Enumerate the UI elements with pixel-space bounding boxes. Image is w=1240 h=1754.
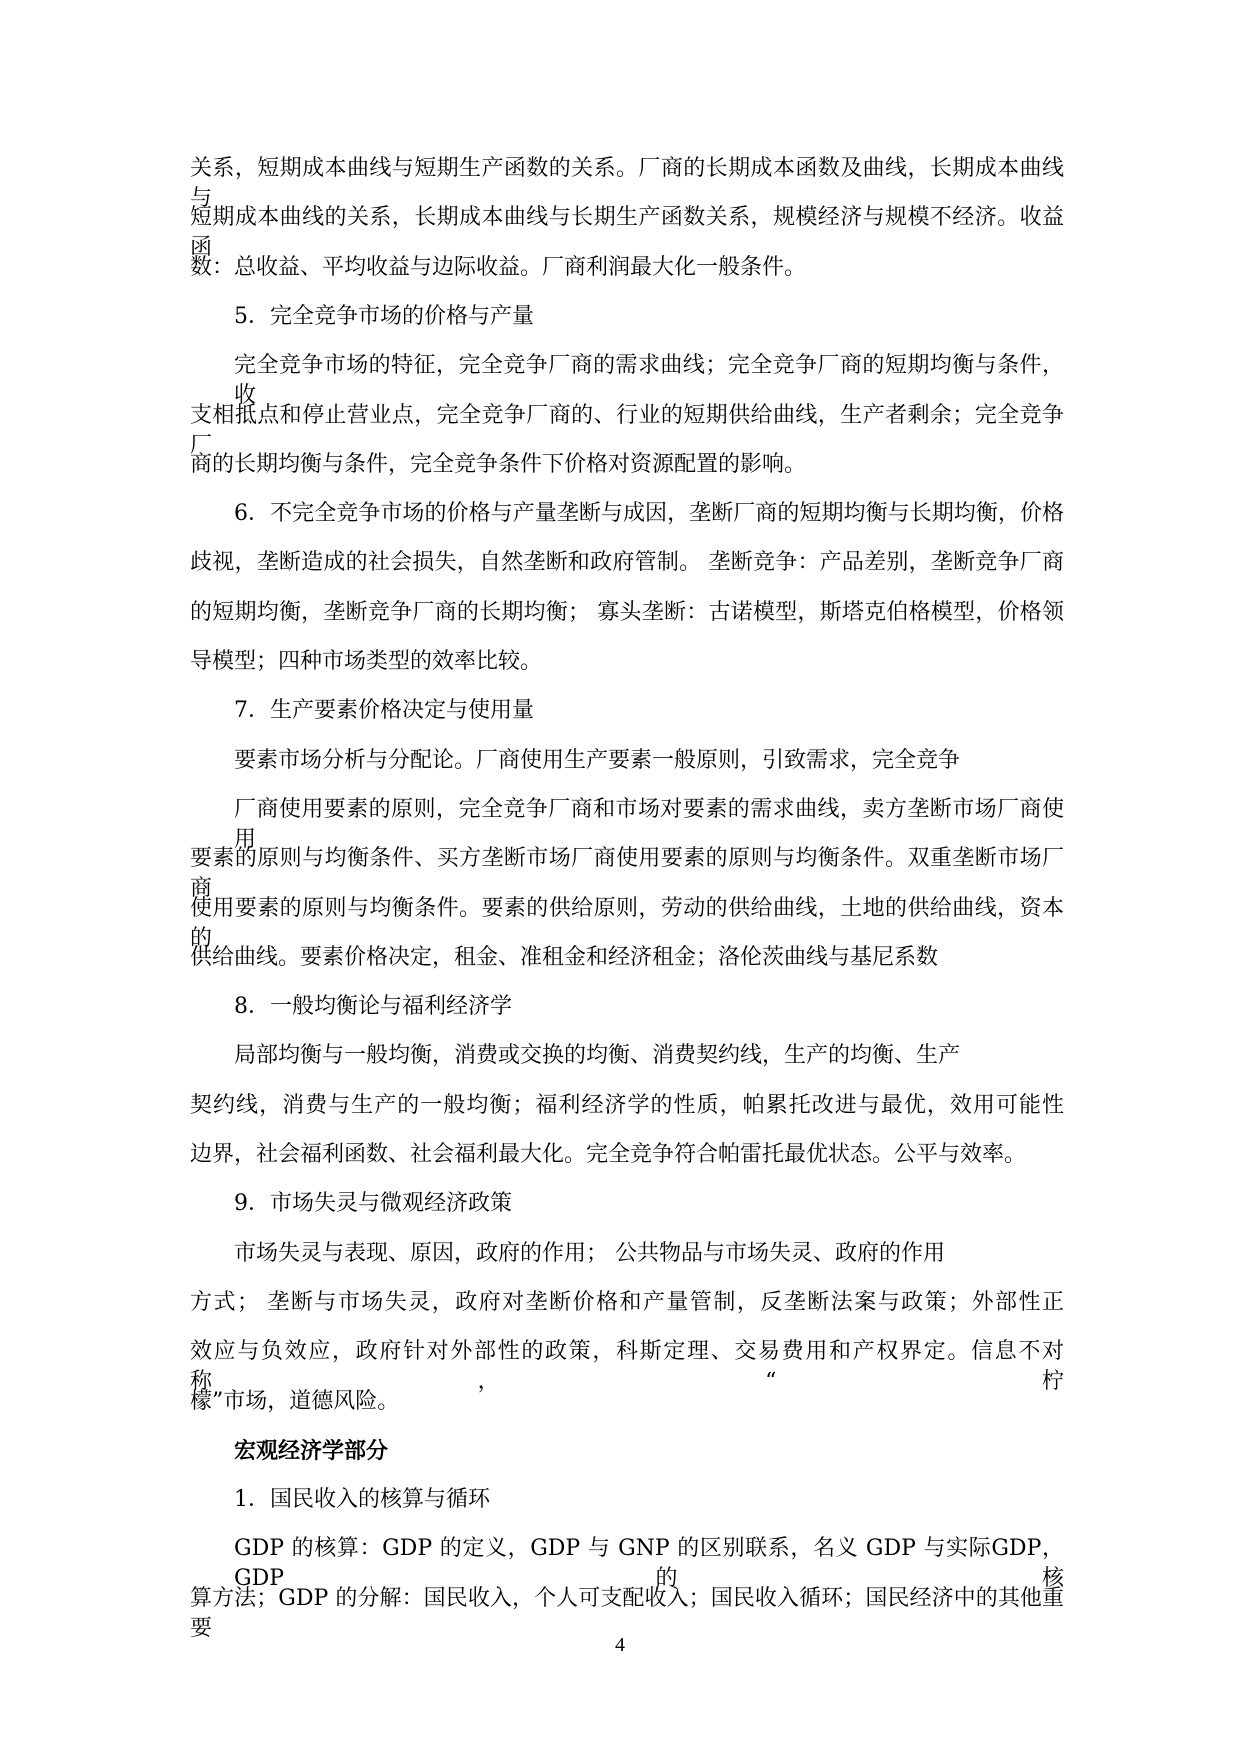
section-heading: 7．生产要素价格决定与使用量 [234, 698, 534, 724]
text-line: 厂商使用要素的原则，完全竞争厂商和市场对要素的需求曲线，卖方垄断市场厂商使用 [234, 796, 1064, 852]
text-line: 使用要素的原则与均衡条件。要素的供给原则，劳动的供给曲线，土地的供给曲线，资本的 [190, 895, 1064, 951]
text-line: 契约线，消费与生产的一般均衡；福利经济学的性质，帕累托改进与最优，效用可能性 [190, 1092, 1064, 1118]
text-line: 供给曲线。要素价格决定，租金、准租金和经济租金；洛伦茨曲线与基尼系数 [190, 944, 939, 970]
text-line: 关系，短期成本曲线与短期生产函数的关系。厂商的长期成本函数及曲线，长期成本曲线与 [190, 156, 1064, 211]
part-heading: 宏观经济学部分 [234, 1437, 389, 1464]
section-heading: 9．市场失灵与微观经济政策 [234, 1191, 512, 1217]
text-line: 要素市场分析与分配论。厂商使用生产要素一般原则，引致需求，完全竞争 [234, 747, 961, 773]
text-line: 短期成本曲线的关系，长期成本曲线与长期生产函数关系，规模经济与规模不经济。收益函 [190, 205, 1064, 261]
text-line: 歧视，垄断造成的社会损失，自然垄断和政府管制。 垄断竞争：产品差别，垄断竞争厂商 [190, 550, 1064, 576]
text-line: 导模型；四种市场类型的效率比较。 [190, 649, 543, 674]
page-number: 4 [615, 1634, 625, 1656]
text-line: 的短期均衡，垄断竞争厂商的长期均衡； 寡头垄断：古诺模型，斯塔克伯格模型，价格领 [190, 599, 1064, 625]
section-heading: 5．完全竞争市场的价格与产量 [234, 303, 534, 329]
text-line: 边界，社会福利函数、社会福利最大化。完全竞争符合帕雷托最优状态。公平与效率。 [190, 1142, 1027, 1167]
text-line: 完全竞争市场的特征，完全竞争厂商的需求曲线；完全竞争厂商的短期均衡与条件，收 [234, 353, 1064, 409]
text-line: 商的长期均衡与条件，完全竞争条件下价格对资源配置的影响。 [190, 451, 807, 477]
section-heading: 8．一般均衡论与福利经济学 [234, 994, 512, 1020]
text-line: 局部均衡与一般均衡，消费或交换的均衡、消费契约线，生产的均衡、生产 [234, 1043, 961, 1069]
text-line: 效应与负效应，政府针对外部性的政策，科斯定理、交易费用和产权界定。信息不对称，“柠 [190, 1339, 1064, 1395]
text-line: 数：总收益、平均收益与边际收益。厂商利润最大化一般条件。 [190, 254, 807, 280]
text-line: 檬”市场，道德风险。 [190, 1388, 400, 1414]
text-line: GDP 的核算：GDP 的定义，GDP 与 GNP 的区别联系，名义 GDP 与实际GDP，GDP 的核 [234, 1536, 1064, 1592]
text-line: 要素的原则与均衡条件、买方垄断市场厂商使用要素的原则与均衡条件。双重垄断市场厂商 [190, 846, 1064, 902]
text-line: 算方法；GDP 的分解：国民收入，个人可支配收入；国民收入循环；国民经济中的其他重要 [190, 1585, 1064, 1641]
section-heading: 1．国民收入的核算与循环 [234, 1487, 490, 1513]
text-line: 支相抵点和停止营业点，完全竞争厂商的、行业的短期供给曲线，生产者剩余；完全竞争厂 [190, 402, 1064, 458]
text-line: 市场失灵与表现、原因，政府的作用； 公共物品与市场失灵、政府的作用 [234, 1240, 945, 1266]
section-heading: 6．不完全竞争市场的价格与产量垄断与成因，垄断厂商的短期均衡与长期均衡，价格 [234, 501, 1064, 527]
text-line: 方式； 垄断与市场失灵，政府对垄断价格和产量管制，反垄断法案与政策；外部性正 [190, 1289, 1064, 1315]
